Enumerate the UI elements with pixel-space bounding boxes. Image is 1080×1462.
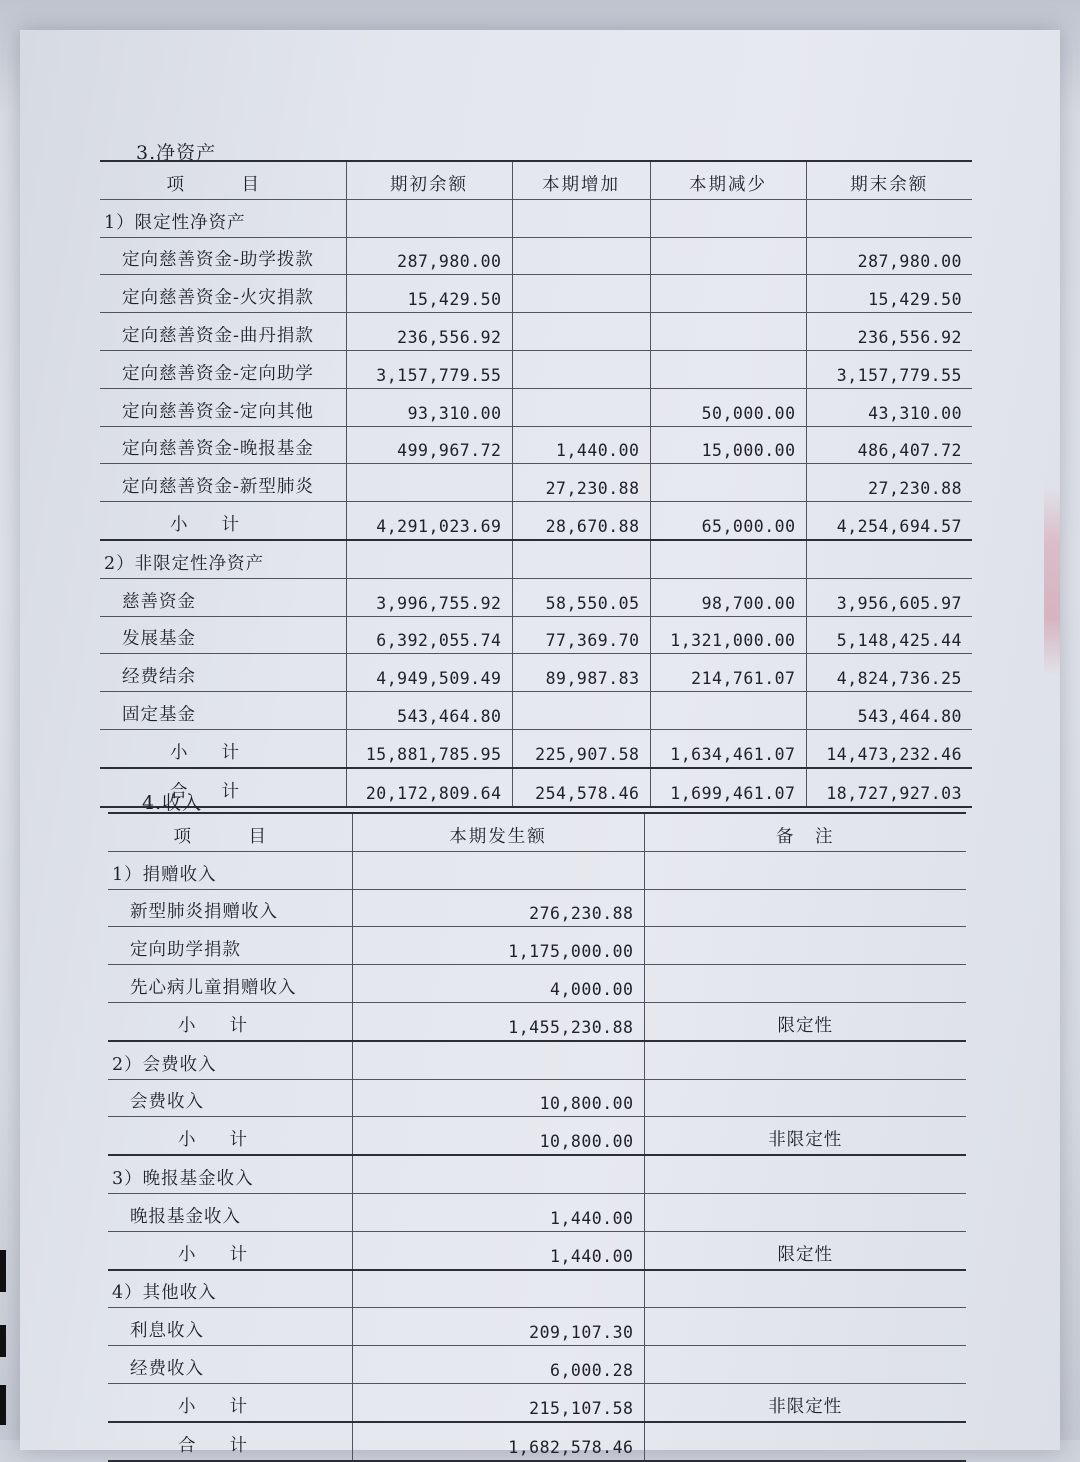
income-header-row [108,813,966,851]
net_assets-amount-cell: 93,310.00 [346,388,512,426]
net_assets-amount-cell [512,313,650,351]
income-row-sub [108,1117,966,1155]
net_assets-amount-cell: 236,556.92 [346,313,512,351]
net_assets-row-item [100,237,972,275]
income-amount-cell: 10,800.00 [352,1079,644,1117]
income-item-label: 小计 [108,1231,352,1269]
income-amount-cell [352,1270,644,1308]
income-item-label: 小计 [108,1002,352,1040]
income-note-cell: 限定性 [644,1002,966,1040]
net_assets-item-label: 定向慈善资金-新型肺炎 [100,464,346,502]
income-item-label: 4）其他收入 [108,1270,352,1308]
net_assets-item-label: 定向慈善资金-曲丹捐款 [100,313,346,351]
income-amount-cell: 1,455,230.88 [352,1002,644,1040]
net_assets-amount-cell: 4,291,023.69 [346,502,512,540]
net-assets-title: 3.净资产 [136,142,217,164]
income-row-cat [108,1155,966,1193]
net_assets-amount-cell: 287,980.00 [806,237,972,275]
net_assets-header-cell: 项 目 [100,161,346,199]
net_assets-amount-cell: 236,556.92 [806,313,972,351]
income-amount-cell: 1,440.00 [352,1193,644,1231]
income-row-sub [108,1231,966,1269]
net_assets-amount-cell: 1,699,461.07 [650,768,806,807]
net_assets-amount-cell: 50,000.00 [650,388,806,426]
net_assets-amount-cell: 6,392,055.74 [346,616,512,654]
income-amount-cell: 276,230.88 [352,889,644,927]
net_assets-amount-cell: 4,949,509.49 [346,654,512,692]
net_assets-item-label: 合计 [100,768,346,807]
income-item-label: 1）捐赠收入 [108,851,352,889]
net_assets-header-cell: 期末余额 [806,161,972,199]
net_assets-amount-cell [512,350,650,388]
edge-mark [0,1385,6,1425]
income-note-cell [644,889,966,927]
net_assets-item-label: 定向慈善资金-定向其他 [100,388,346,426]
net_assets-amount-cell: 1,321,000.00 [650,616,806,654]
net_assets-amount-cell [512,692,650,730]
edge-mark [0,1325,6,1357]
income-note-cell [644,1041,966,1079]
net_assets-item-label: 小计 [100,729,346,767]
net_assets-amount-cell: 15,429.50 [346,275,512,313]
net_assets-amount-cell [650,464,806,502]
income-amount-cell: 1,175,000.00 [352,927,644,965]
net_assets-item-label: 小计 [100,502,346,540]
income-row-item [108,1193,966,1231]
income-note-cell [644,965,966,1003]
net_assets-amount-cell: 65,000.00 [650,502,806,540]
net_assets-item-label: 1）限定性净资产 [100,199,346,237]
income-row-sub [108,1383,966,1421]
net_assets-amount-cell: 3,956,605.97 [806,578,972,616]
income-note-cell [644,1308,966,1346]
income-note-cell: 限定性 [644,1231,966,1269]
net_assets-amount-cell [650,692,806,730]
income-row-sub [108,1422,966,1461]
net_assets-amount-cell: 58,550.05 [512,578,650,616]
income-item-label: 2）会费收入 [108,1041,352,1079]
net_assets-amount-cell [512,275,650,313]
net_assets-amount-cell [650,275,806,313]
net_assets-item-label: 固定基金 [100,692,346,730]
income-row-cat [108,1270,966,1308]
net_assets-amount-cell [650,540,806,578]
net-assets-table [100,160,972,808]
net_assets-amount-cell [650,199,806,237]
income-note-cell [644,1422,966,1461]
income-note-cell [644,1155,966,1193]
net_assets-item-label: 定向慈善资金-晚报基金 [100,426,346,464]
net_assets-amount-cell: 1,440.00 [512,426,650,464]
edge-mark [0,1250,6,1292]
income-item-label: 小计 [108,1117,352,1155]
income-item-label: 定向助学捐款 [108,927,352,965]
income-note-cell [644,927,966,965]
income-header-cell: 本期发生额 [352,813,644,851]
net_assets-amount-cell [806,199,972,237]
income-amount-cell: 1,682,578.46 [352,1422,644,1461]
net_assets-header-cell: 本期增加 [512,161,650,199]
net_assets-row-item [100,616,972,654]
income-row-item [108,1308,966,1346]
net_assets-row-item [100,654,972,692]
net_assets-amount-cell: 486,407.72 [806,426,972,464]
net_assets-amount-cell: 15,429.50 [806,275,972,313]
income-amount-cell: 4,000.00 [352,965,644,1003]
seal-stamp-edge [1044,485,1060,675]
net_assets-amount-cell: 27,230.88 [806,464,972,502]
income-amount-cell: 6,000.28 [352,1346,644,1384]
income-row-item [108,1346,966,1384]
net_assets-amount-cell [346,464,512,502]
net_assets-amount-cell: 3,157,779.55 [346,350,512,388]
net_assets-amount-cell: 15,881,785.95 [346,729,512,767]
net_assets-header-cell: 本期减少 [650,161,806,199]
net_assets-amount-cell: 5,148,425.44 [806,616,972,654]
income-header-cell: 项 目 [108,813,352,851]
net_assets-row-item [100,275,972,313]
income-row-item [108,927,966,965]
income-amount-cell: 215,107.58 [352,1383,644,1421]
net_assets-amount-cell: 28,670.88 [512,502,650,540]
net_assets-amount-cell: 43,310.00 [806,388,972,426]
net_assets-amount-cell [806,540,972,578]
income-item-label: 新型肺炎捐赠收入 [108,889,352,927]
net_assets-amount-cell: 254,578.46 [512,768,650,807]
income-note-cell: 非限定性 [644,1117,966,1155]
net_assets-amount-cell [650,237,806,275]
net_assets-item-label: 慈善资金 [100,578,346,616]
income-item-label: 晚报基金收入 [108,1193,352,1231]
net_assets-amount-cell: 89,987.83 [512,654,650,692]
income-row-item [108,1079,966,1117]
income-row-sub [108,1002,966,1040]
income-row-cat [108,851,966,889]
net_assets-amount-cell: 543,464.80 [806,692,972,730]
net_assets-row-sub [100,729,972,767]
net_assets-amount-cell: 3,157,779.55 [806,350,972,388]
income-note-cell [644,1193,966,1231]
income-note-cell [644,851,966,889]
income-header-cell: 备 注 [644,813,966,851]
income-note-cell: 非限定性 [644,1383,966,1421]
net_assets-amount-cell [650,313,806,351]
net_assets-amount-cell: 77,369.70 [512,616,650,654]
net_assets-row-sub [100,502,972,540]
income-item-label: 小计 [108,1383,352,1421]
net_assets-row-sub [100,768,972,807]
net_assets-row-item [100,426,972,464]
income-note-cell [644,1079,966,1117]
net_assets-amount-cell [650,350,806,388]
net_assets-amount-cell: 214,761.07 [650,654,806,692]
net_assets-amount-cell: 15,000.00 [650,426,806,464]
net_assets-amount-cell: 14,473,232.46 [806,729,972,767]
income-note-cell [644,1346,966,1384]
income-item-label: 3）晚报基金收入 [108,1155,352,1193]
net_assets-amount-cell [346,540,512,578]
net_assets-amount-cell [512,237,650,275]
income-amount-cell: 1,440.00 [352,1231,644,1269]
income-item-label: 利息收入 [108,1308,352,1346]
income-note-cell [644,1270,966,1308]
net_assets-amount-cell [346,199,512,237]
net_assets-row-item [100,464,972,502]
income-amount-cell [352,1041,644,1079]
net_assets-amount-cell: 499,967.72 [346,426,512,464]
net_assets-item-label: 定向慈善资金-助学拨款 [100,237,346,275]
net_assets-amount-cell: 1,634,461.07 [650,729,806,767]
document-page [20,30,1060,1457]
net_assets-item-label: 定向慈善资金-火灾捐款 [100,275,346,313]
income-amount-cell: 10,800.00 [352,1117,644,1155]
income-row-item [108,889,966,927]
income-item-label: 合计 [108,1422,352,1461]
net_assets-row-cat [100,199,972,237]
income-amount-cell [352,851,644,889]
income-row-cat [108,1041,966,1079]
income-table [108,812,966,1462]
net_assets-item-label: 2）非限定性净资产 [100,540,346,578]
net_assets-row-item [100,313,972,351]
net_assets-amount-cell [512,540,650,578]
income-amount-cell: 209,107.30 [352,1308,644,1346]
net_assets-row-item [100,350,972,388]
income-row-item [108,965,966,1003]
net_assets-header-cell: 期初余额 [346,161,512,199]
net_assets-amount-cell: 4,824,736.25 [806,654,972,692]
income-item-label: 会费收入 [108,1079,352,1117]
income-title: 4.收入 [142,792,203,814]
net_assets-amount-cell: 225,907.58 [512,729,650,767]
net_assets-amount-cell: 98,700.00 [650,578,806,616]
net_assets-amount-cell: 543,464.80 [346,692,512,730]
income-amount-cell [352,1155,644,1193]
net_assets-item-label: 发展基金 [100,616,346,654]
net_assets-amount-cell: 20,172,809.64 [346,768,512,807]
net_assets-row-cat [100,540,972,578]
net_assets-amount-cell: 18,727,927.03 [806,768,972,807]
net_assets-item-label: 定向慈善资金-定向助学 [100,350,346,388]
net_assets-amount-cell [512,388,650,426]
net_assets-header-row [100,161,972,199]
net_assets-amount-cell: 3,996,755.92 [346,578,512,616]
net_assets-row-item [100,578,972,616]
income-item-label: 经费收入 [108,1346,352,1384]
net_assets-row-item [100,692,972,730]
net_assets-item-label: 经费结余 [100,654,346,692]
net_assets-amount-cell: 27,230.88 [512,464,650,502]
net_assets-amount-cell: 4,254,694.57 [806,502,972,540]
net_assets-amount-cell [512,199,650,237]
income-item-label: 先心病儿童捐赠收入 [108,965,352,1003]
net_assets-row-item [100,388,972,426]
net_assets-amount-cell: 287,980.00 [346,237,512,275]
